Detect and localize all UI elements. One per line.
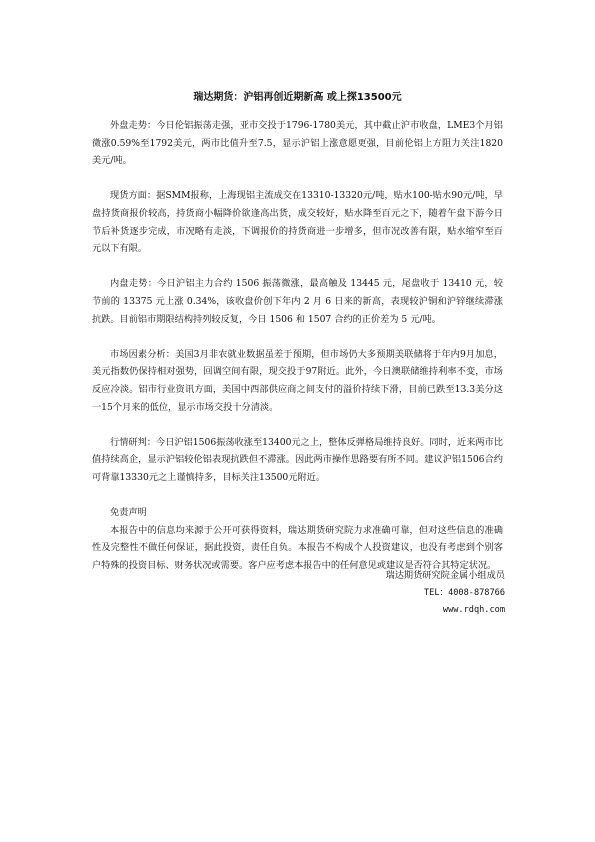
document-title: 瑞达期货：沪铝再创近期新高 或上探13500元 <box>193 92 402 103</box>
paragraph-overseas-market: 外盘走势：今日伦铝振荡走强，亚市交投于1796-1780美元，其中截止沪市收盘，LME3个月铝微涨0.59%至1792美元，两市比值升至7.5，显示沪铝上涨意愿更强，目前伦铝上方阻力关注1820美元/吨。 <box>92 120 503 167</box>
paragraph-market-factors: 市场因素分析：美国3月非农就业数据虽差于预期，但市场仍大多预期美联储将于年内9月加息，美元指数仍保持相对强势，回调空间有限，现交投于97附近。此外，今日澳联储维持利率不变，市场反应冷淡。铝市行业资讯方面，美国中西部供应商之间支付的溢价持续下滑，目前已跌至13.3美分这一15个月来的低位，显示市场交投十分清淡。 <box>92 348 503 413</box>
footer-tel: TEL：4008-878766 <box>423 587 505 598</box>
disclaimer-heading: 免责声明 <box>110 507 147 519</box>
paragraph-domestic-market: 内盘走势：今日沪铝主力合约 1506 振荡微涨，最高触及 13445 元，尾盘收于 13410 元，较节前的 13375 元上涨 0.34%，该收盘价创下年内 2 月 6 日来的新高，表现较沪铜和沪锌继续滞涨抗跌。目前铝市期限结构持列较反复，今日 1506 和 1507 合约的正价差为 5 元/吨。 <box>92 278 503 325</box>
footer-org: 瑞达期货研究院金属小组成员 <box>385 570 505 581</box>
footer-contact <box>386 567 505 620</box>
disclaimer-text: 本报告中的信息均来源于公开可获得资料，瑞达期货研究院力求准确可靠，但对这些信息的准确性及完整性不做任何保证，据此投资，责任自负。本报告不构成个人投资建议，也没有考虑到个别客户特殊的投资目标、财务状况或需要。客户应考虑本报告中的任何意见或建议是否符合其特定状况。 <box>92 524 503 571</box>
document-body <box>92 117 503 592</box>
footer-website: www.rdqh.com <box>442 605 505 616</box>
paragraph-spot-market: 现货方面：据SMM报称，上海现铝主流成交在13310-13320元/吨，贴水100-贴水90元/吨，早盘持货商报价较高，持货商小幅降价欲逢高出货，成交较好，贴水降至百元之下，随着午盘下游今日节后补货逐步完成，市况略有走淡，下调报价的持货商进一步增多，但市况改善有限，贴水缩窄至百元以下有限。 <box>92 190 503 255</box>
paragraph-outlook: 行情研判：今日沪铝1506振荡收涨至13400元之上，整体反弹格局维持良好。同时，近来两市比值持续高企，显示沪铝较伦铝表现抗跌但不滞涨。因此两市操作思路要有所不同。建议沪铝1506合约可背靠13330元之上谨慎持多，目标关注13500元附近。 <box>92 436 503 483</box>
disclaimer-section <box>92 504 503 574</box>
